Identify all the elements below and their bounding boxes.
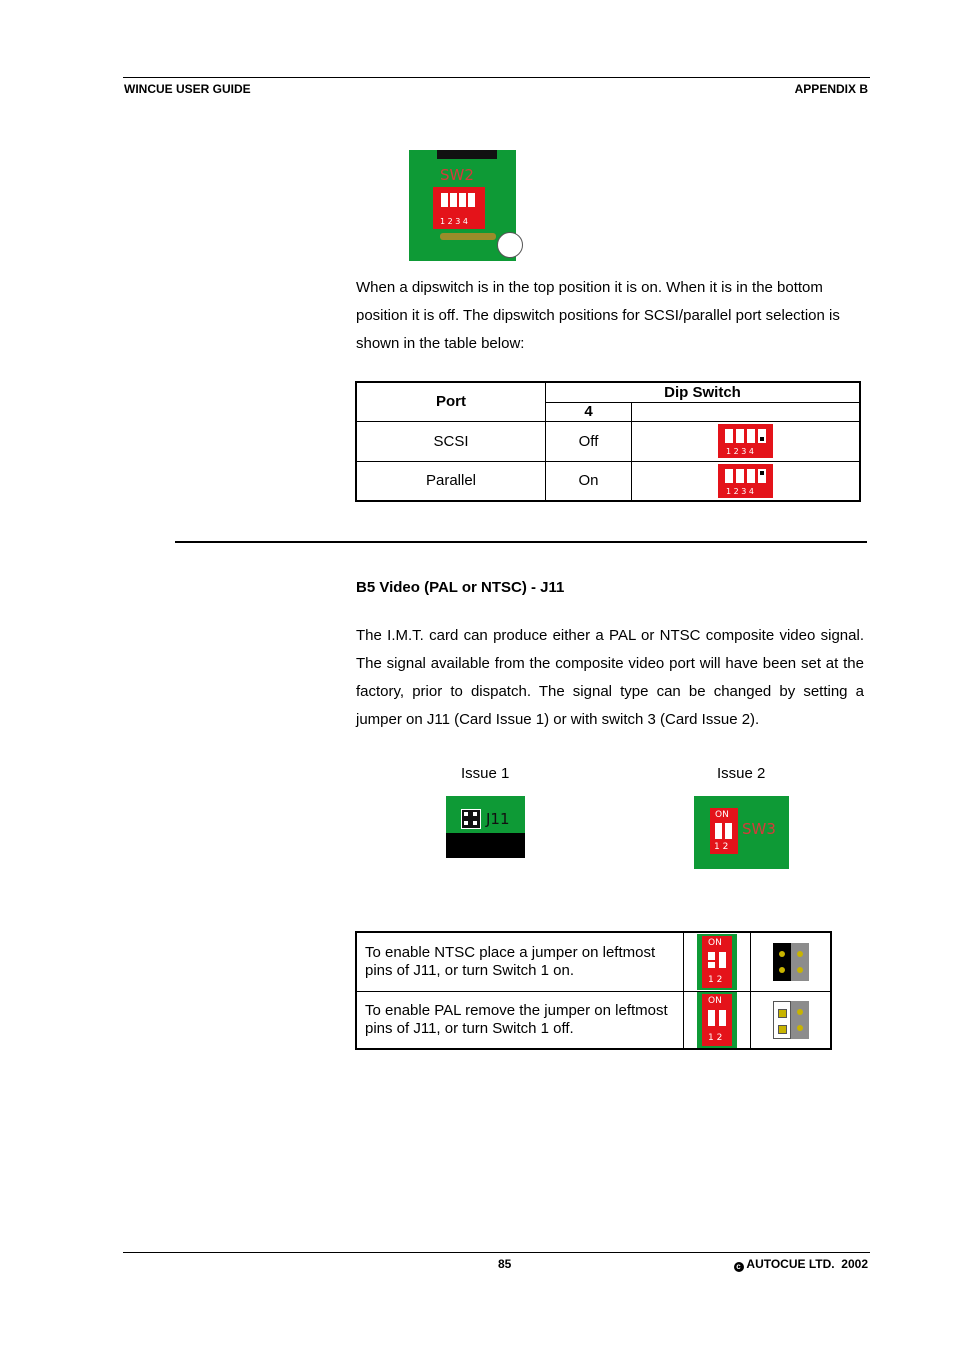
switch-image-cell <box>684 932 751 991</box>
sw3-label: SW3 <box>742 820 776 838</box>
section-body: The I.M.T. card can produce either a PAL or NTSC composite video signal. The signal available from the composite video port will have been set at the factory, prior to dispatch. The signal type can be changed by setting a jumper on J11 (Card Issue 1) or with switch 3 (Card Issue 2). <box>356 627 864 728</box>
dipswitch-scsi-icon: 1 2 3 4 <box>718 424 773 458</box>
issue1-label: Issue 1 <box>461 765 510 782</box>
jumper-image-cell <box>751 932 832 991</box>
copyright-text: AUTOCUE LTD. 2002 <box>746 1257 868 1271</box>
table-row <box>356 932 831 991</box>
ntsc-jumper-icon <box>773 943 809 981</box>
port-cell: Parallel <box>356 461 546 501</box>
footer-rule <box>123 1252 870 1253</box>
issue1-j11-board <box>446 796 525 858</box>
dip-image-cell <box>632 421 861 461</box>
board-trace <box>440 233 496 240</box>
j11-black-band <box>446 833 525 858</box>
mounting-hole <box>497 232 523 258</box>
dipswitch-parallel-icon: 1 2 3 4 <box>718 464 773 498</box>
sw2-label: SW2 <box>440 166 474 184</box>
sw3-dipswitch: ON 1 2 <box>710 808 738 854</box>
col-port-header: Port <box>356 382 546 421</box>
port-dipswitch-table <box>355 381 861 502</box>
pal-instruction: To enable PAL remove the jumper on leftmost pins of J11, or turn Switch 1 off. <box>356 991 684 1049</box>
section-divider <box>175 541 867 543</box>
header-rule <box>123 77 870 78</box>
table-row <box>356 991 831 1049</box>
issue2-sw3-board <box>694 796 789 869</box>
sw2-dipswitch: 1 2 3 4 <box>433 187 485 229</box>
pal-switch-icon: ON 1 2 <box>697 992 737 1048</box>
ntsc-instruction: To enable NTSC place a jumper on leftmost pins of J11, or turn Switch 1 on. <box>356 932 684 991</box>
connector-bar <box>437 150 497 159</box>
switch4-cell: Off <box>546 421 632 461</box>
col-switch4-header: 4 <box>546 402 632 421</box>
jumper-image-cell <box>751 991 832 1049</box>
j11-label: J11 <box>486 810 510 828</box>
copyright-icon: c <box>734 1262 744 1272</box>
sw2-board-figure <box>409 150 516 261</box>
table-row <box>356 461 860 501</box>
video-settings-table <box>355 931 832 1050</box>
issue2-label: Issue 2 <box>717 765 766 782</box>
footer-copyright <box>700 1257 868 1272</box>
intro-paragraph: When a dipswitch is in the top position it is on. When it is in the bottom position it is off. The dipswitch positions for SCSI/parallel port selection is shown in the table below: <box>356 279 840 352</box>
switch-image-cell <box>684 991 751 1049</box>
col-dip-header: Dip Switch <box>546 382 861 402</box>
port-cell: SCSI <box>356 421 546 461</box>
pal-jumper-icon <box>773 1001 809 1039</box>
section-title: B5 Video (PAL or NTSC) - J11 <box>356 579 565 596</box>
j11-jumper-icon <box>461 809 481 829</box>
dip-image-cell <box>632 461 861 501</box>
ntsc-switch-icon: ON 1 2 <box>697 934 737 990</box>
col-dip-blank <box>632 402 861 421</box>
switch4-cell: On <box>546 461 632 501</box>
page-number: 85 <box>498 1257 512 1271</box>
header-right: APPENDIX B <box>794 82 868 96</box>
header-left: WINCUE USER GUIDE <box>124 82 251 96</box>
table-row <box>356 421 860 461</box>
